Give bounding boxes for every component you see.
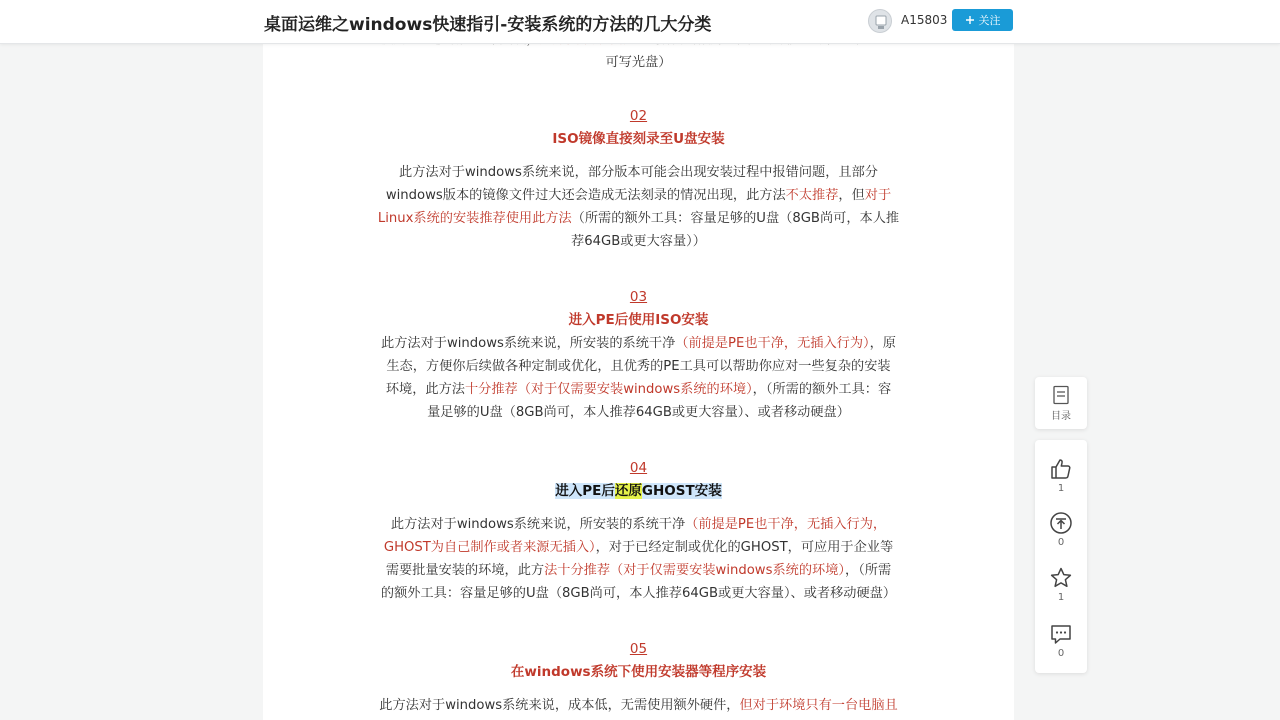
text: ，（所需 <box>844 563 892 578</box>
action-toolbar <box>1035 440 1087 673</box>
text: 此方法对于windows系统来说，所安装的系统干净 <box>390 517 686 532</box>
text: 可写光盘） <box>605 55 672 70</box>
section-paragraph <box>363 161 914 253</box>
section-02 <box>363 105 914 253</box>
section-number: 03 <box>629 289 648 305</box>
page-title: 桌面运维之windows快速指引-安装系统的方法的几大分类 <box>264 15 712 35</box>
author-username[interactable]: A15803 <box>901 13 948 27</box>
comment-count: 0 <box>1057 648 1065 659</box>
author-avatar[interactable] <box>868 9 892 33</box>
text: 的额外工具：容量足够的U盘（8GB尚可，本人推荐64GB或更大容量）、或者移动硬盘） <box>380 586 897 601</box>
emphasis-text: Linux系统的安装推荐使用此方法 <box>377 211 572 226</box>
section-heading: 在windows系统下使用安装器等程序安装 <box>510 664 767 680</box>
text: 此方法对于windows系统来说，成本低，无需使用额外硬件， <box>379 698 740 713</box>
text: 量足够的U盘（8GB尚可，本人推荐64GB或更大容量）、或者移动硬盘） <box>427 405 850 420</box>
article-body <box>263 44 1014 720</box>
section-paragraph <box>363 332 914 424</box>
text: windows版本的镜像文件过大还会造成无法刻录的情况出现，此方法 <box>385 188 786 203</box>
emphasis-text: 对于 <box>864 188 892 203</box>
text: 需要批量安装的环境，此方 <box>385 563 545 578</box>
text: （所需的额外工具：容量足够的U盘（8GB尚可，本人推 <box>571 211 900 226</box>
section-paragraph <box>363 694 914 717</box>
section-03 <box>363 286 914 424</box>
heading-highlight: 还原 <box>614 483 642 499</box>
emphasis-text: （前提是PE也干净，无插入行为） <box>675 336 870 351</box>
plus-icon <box>965 15 975 25</box>
like-count: 1 <box>1057 483 1065 494</box>
section-heading: 进入PE后使用ISO安装 <box>568 312 709 328</box>
follow-label: 关注 <box>978 14 1001 27</box>
text: 此方法对于windows系统来说，部分版本可能会出现安装过程中报错问题，且部分 <box>399 165 878 180</box>
share-button[interactable] <box>1035 511 1087 555</box>
section-number: 02 <box>629 108 648 124</box>
section-heading <box>363 480 914 503</box>
text: ，原 <box>869 336 896 351</box>
section-number: 05 <box>629 641 648 657</box>
share-count: 0 <box>1057 537 1065 548</box>
toc-icon <box>1052 385 1070 405</box>
text: 环境，此方法 <box>385 382 465 397</box>
section-05 <box>363 638 914 717</box>
text: ，对于已经定制或优化的GHOST，可应用于企业等 <box>595 540 894 555</box>
section-heading: ISO镜像直接刻录至U盘安装 <box>552 131 725 147</box>
text: ，（所需的额外工具：容 <box>752 382 892 397</box>
heading-text: 进入PE后 <box>555 483 615 499</box>
emphasis-text: 法十分推荐（对于仅需要安装windows系统的环境） <box>544 563 845 578</box>
section-paragraph <box>363 513 914 605</box>
favorite-count: 1 <box>1057 592 1065 603</box>
text: 生态，方便你后续做各种定制或优化，且优秀的PE工具可以帮助你应对一些复杂的安装 <box>386 359 891 374</box>
text: 荐64GB或更大容量）） <box>571 234 706 249</box>
toc-button[interactable] <box>1035 377 1087 429</box>
emphasis-text: （前提是PE也干净，无插入行为， <box>685 517 887 532</box>
top-bar <box>0 0 1280 44</box>
comment-button[interactable] <box>1035 622 1087 666</box>
article-content <box>363 28 914 717</box>
emphasis-text: 但对于环境只有一台电脑且 <box>739 698 898 713</box>
avatar-icon <box>869 10 893 34</box>
section-number: 04 <box>629 460 648 476</box>
star-icon <box>1049 566 1073 590</box>
follow-button[interactable] <box>952 9 1013 31</box>
favorite-button[interactable] <box>1035 566 1087 610</box>
like-button[interactable] <box>1035 457 1087 501</box>
text: ，但 <box>838 188 865 203</box>
emphasis-text: 不太推荐 <box>785 188 839 203</box>
thumbs-up-icon <box>1049 457 1073 481</box>
comment-icon <box>1049 622 1073 646</box>
emphasis-text: GHOST为自己制作或者来源无插入） <box>383 540 596 555</box>
share-icon <box>1049 511 1073 535</box>
toc-label: 目录 <box>1051 410 1071 422</box>
emphasis-text: 十分推荐（对于仅需要安装windows系统的环境） <box>464 382 753 397</box>
text: 此方法对于windows系统来说，所安装的系统干净 <box>381 336 676 351</box>
section-04 <box>363 457 914 605</box>
heading-text: GHOST安装 <box>641 483 722 499</box>
